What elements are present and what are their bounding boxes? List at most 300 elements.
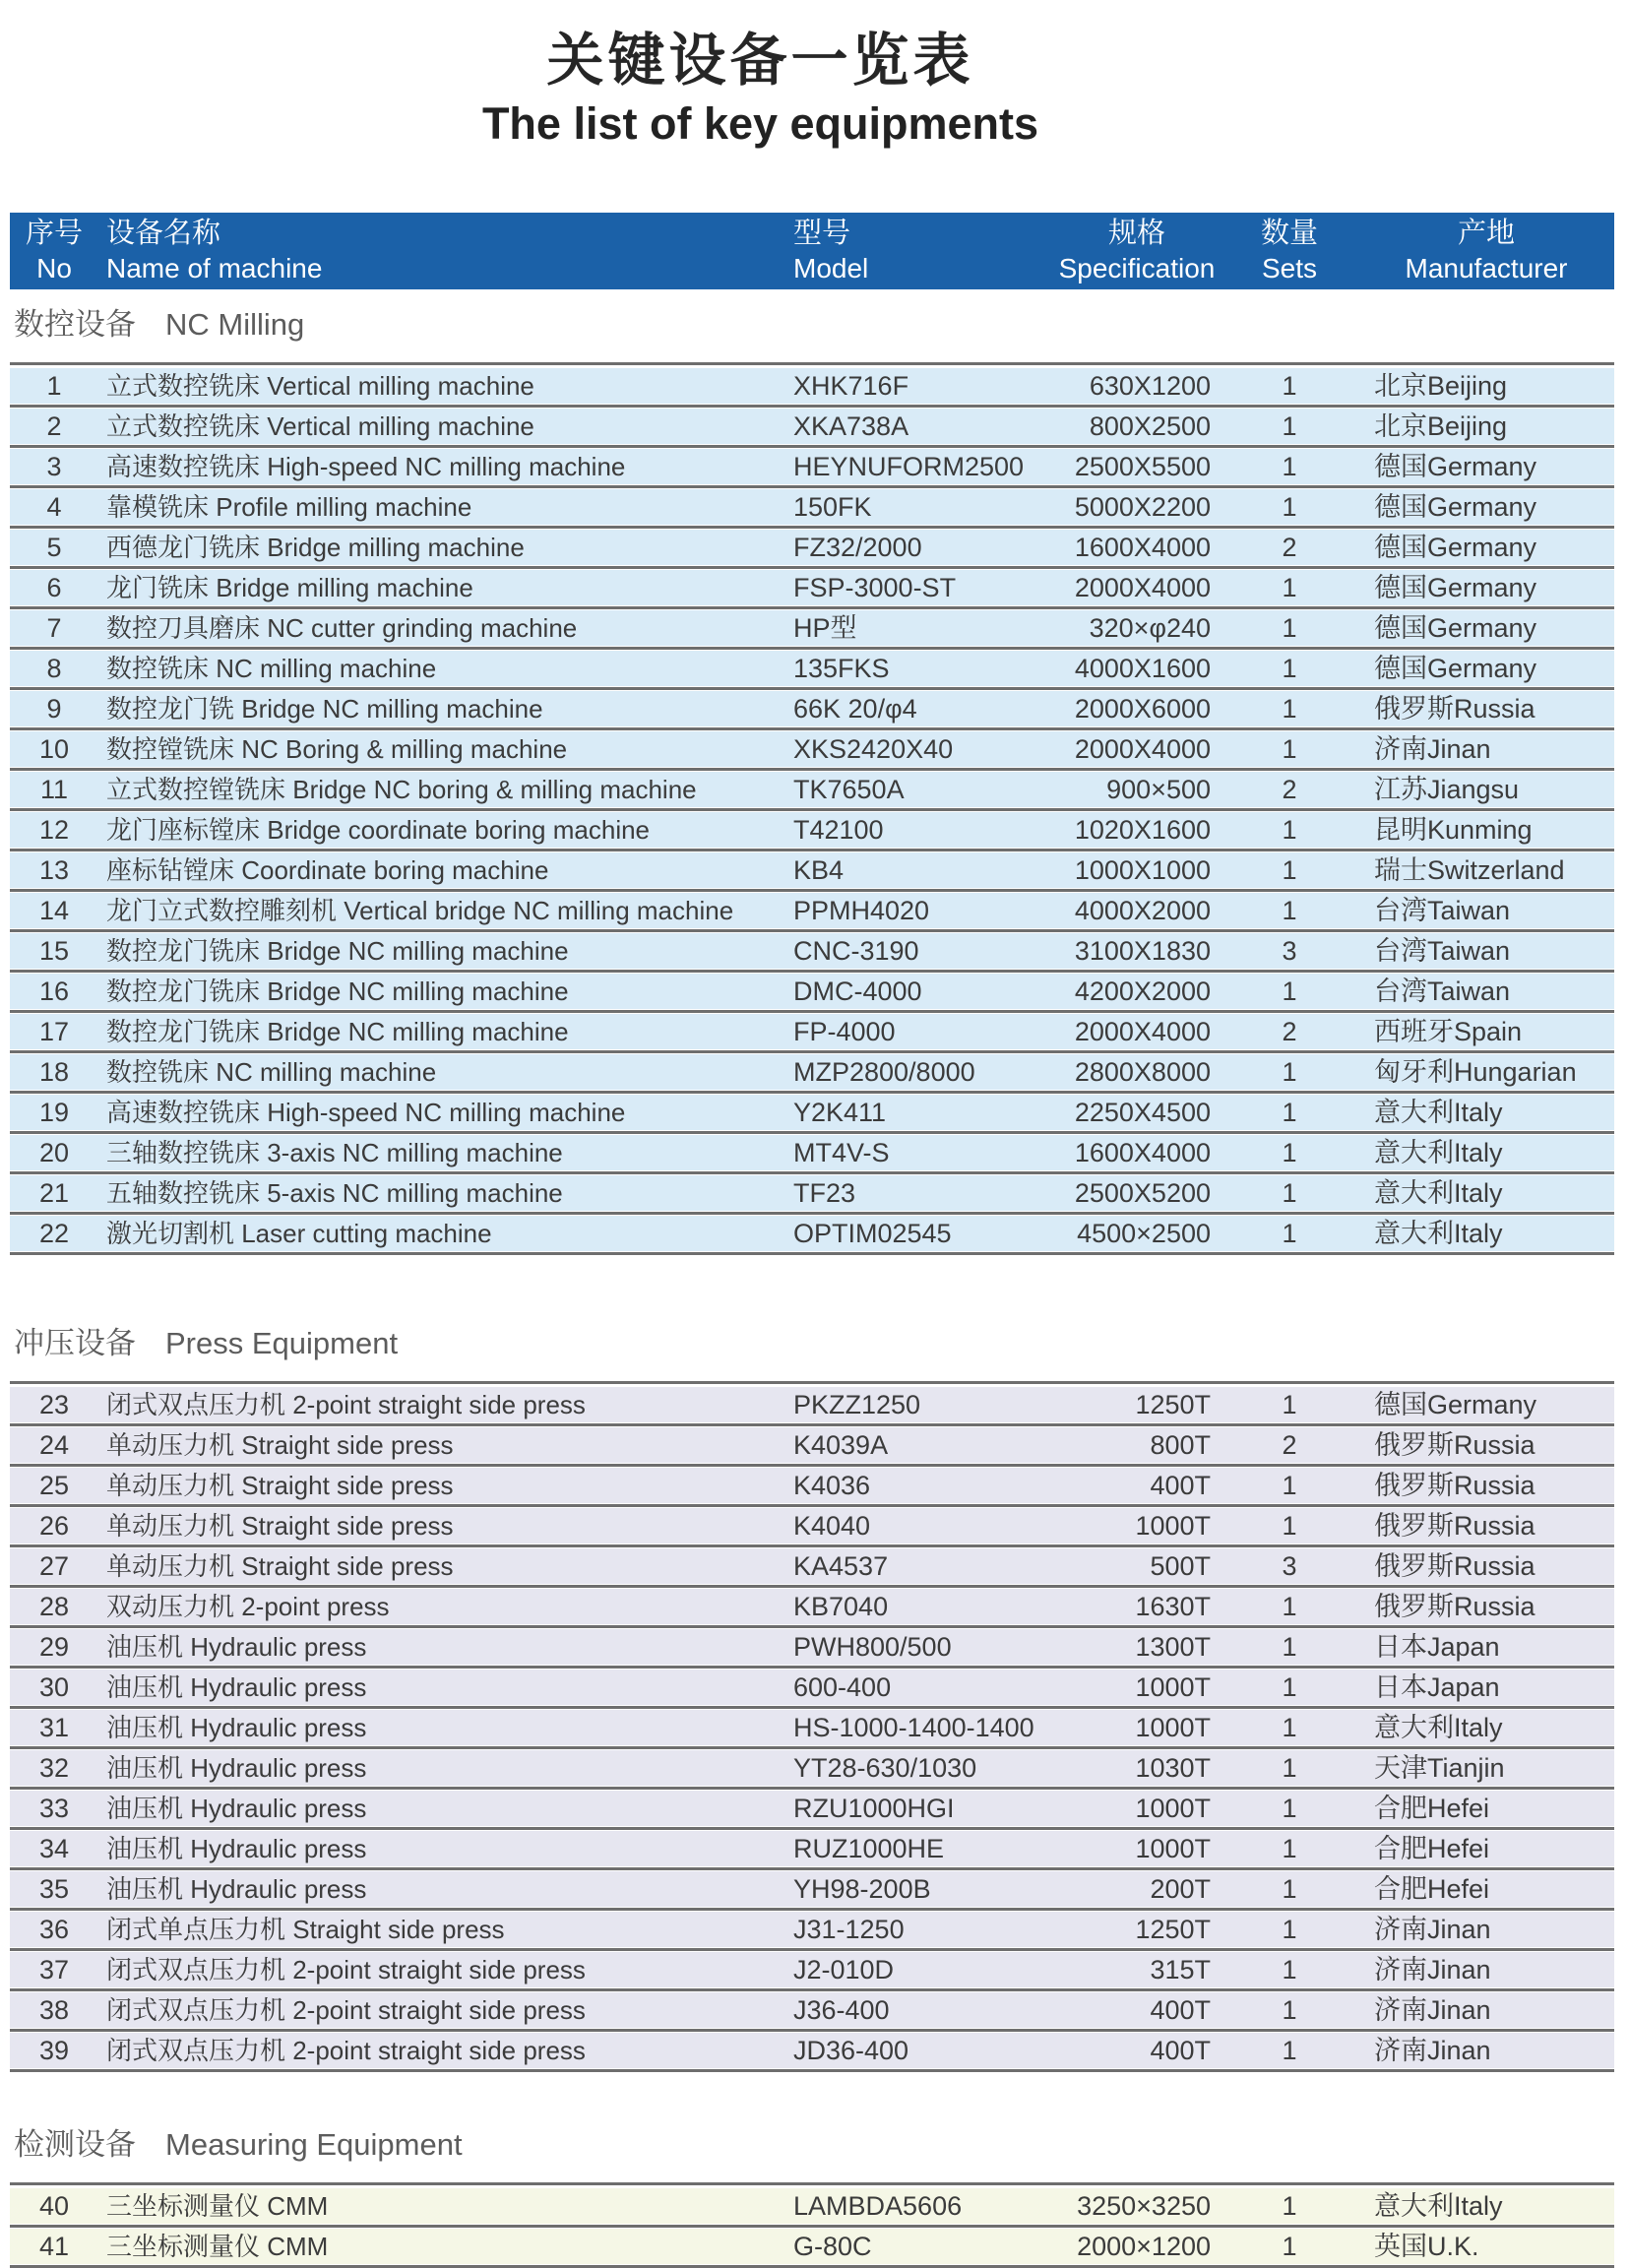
cell-sets: 1 — [1282, 1955, 1297, 1984]
cell-name: 数控龙门铣床 Bridge NC milling machine — [106, 976, 569, 1006]
cell-name: 立式数控铣床 Vertical milling machine — [106, 371, 534, 401]
cell-manufacturer: 意大利Italy — [1374, 1138, 1503, 1167]
table-row — [10, 1670, 1614, 1705]
table-row — [10, 2229, 1614, 2264]
cell-manufacturer: 意大利Italy — [1374, 1098, 1503, 1127]
cell-name: 闭式双点压力机 2-point straight side press — [106, 1955, 586, 1984]
cell-spec: 5000X2200 — [1074, 492, 1211, 522]
cell-no: 17 — [38, 1017, 70, 1046]
cell-name: 龙门铣床 Bridge milling machine — [106, 573, 473, 602]
table-row — [10, 772, 1614, 807]
table-row — [10, 1710, 1614, 1745]
cell-manufacturer: 台湾Taiwan — [1374, 896, 1511, 925]
cell-name: 数控龙门铣床 Bridge NC milling machine — [106, 1017, 569, 1046]
cell-name: 座标钻镗床 Coordinate boring machine — [106, 855, 549, 885]
cell-manufacturer: 德国Germany — [1374, 452, 1537, 481]
cell-model: FZ32/2000 — [793, 533, 922, 562]
cell-no: 12 — [38, 815, 70, 845]
cell-spec: 4000X1600 — [1074, 654, 1211, 683]
cell-manufacturer: 济南Jinan — [1374, 1955, 1491, 1984]
cell-name: 数控龙门铣床 Bridge NC milling machine — [106, 936, 569, 966]
cell-name: 高速数控铣床 High-speed NC milling machine — [106, 452, 626, 481]
cell-sets: 1 — [1282, 815, 1297, 845]
cell-name: 三轴数控铣床 3-axis NC milling machine — [106, 1138, 563, 1167]
cell-sets: 1 — [1282, 1672, 1297, 1702]
cell-name: 立式数控镗铣床 Bridge NC boring & milling machine — [106, 775, 697, 804]
table-row — [10, 530, 1614, 565]
cell-no: 20 — [38, 1138, 70, 1167]
cell-sets: 1 — [1282, 411, 1297, 441]
cell-no: 9 — [46, 694, 62, 724]
cell-spec: 2500X5500 — [1074, 452, 1211, 481]
cell-manufacturer: 济南Jinan — [1374, 1995, 1491, 2025]
table-row — [10, 651, 1614, 686]
cell-spec: 800T — [1150, 1430, 1211, 1460]
cell-model: Y2K411 — [793, 1098, 887, 1127]
cell-sets: 2 — [1282, 1017, 1297, 1046]
cell-manufacturer: 俄罗斯Russia — [1374, 1430, 1535, 1460]
cell-name: 单动压力机 Straight side press — [106, 1430, 454, 1460]
cell-name: 三坐标测量仪 CMM — [106, 2232, 329, 2261]
section-label — [14, 2127, 1629, 2163]
cell-model: XKS2420X40 — [793, 734, 954, 764]
cell-no: 10 — [38, 734, 70, 764]
cell-spec: 2000×1200 — [1077, 2232, 1211, 2261]
section-label-zh: 检测设备 — [14, 2127, 136, 2162]
cell-manufacturer: 济南Jinan — [1374, 734, 1491, 764]
table-row — [10, 1992, 1614, 2028]
section-label-en: NC Milling — [165, 307, 305, 342]
cell-no: 22 — [38, 1219, 70, 1248]
cell-sets: 1 — [1282, 896, 1297, 925]
section-label-en: Press Equipment — [165, 1326, 399, 1360]
table-row — [10, 1871, 1614, 1907]
table-row — [10, 570, 1614, 605]
cell-sets: 1 — [1282, 613, 1297, 643]
cell-no: 37 — [38, 1955, 70, 1984]
table-row — [10, 1629, 1614, 1665]
cell-manufacturer: 意大利Italy — [1374, 1219, 1503, 1248]
cell-name: 高速数控铣床 High-speed NC milling machine — [106, 1098, 626, 1127]
section-table — [10, 362, 1614, 1251]
column-header-manufacturer: 产地 Manufacturer — [1405, 218, 1568, 284]
cell-manufacturer: 瑞士Switzerland — [1374, 855, 1565, 885]
section-label-zh: 数控设备 — [14, 307, 136, 342]
cell-manufacturer: 德国Germany — [1374, 573, 1537, 602]
cell-name: 西德龙门铣床 Bridge milling machine — [106, 533, 525, 562]
cell-name: 数控刀具磨床 NC cutter grinding machine — [106, 613, 578, 643]
cell-spec: 2800X8000 — [1074, 1057, 1211, 1087]
cell-spec: 900×500 — [1106, 775, 1211, 804]
cell-spec: 400T — [1150, 1995, 1211, 2025]
cell-model: K4036 — [793, 1471, 871, 1500]
cell-model: MT4V-S — [793, 1138, 890, 1167]
cell-sets: 1 — [1282, 1098, 1297, 1127]
cell-manufacturer: 英国U.K. — [1374, 2232, 1479, 2261]
cell-name: 立式数控铣床 Vertical milling machine — [106, 411, 534, 441]
table-row — [10, 610, 1614, 646]
cell-sets: 2 — [1282, 775, 1297, 804]
cell-sets: 1 — [1282, 1057, 1297, 1087]
cell-sets: 1 — [1282, 1138, 1297, 1167]
cell-no: 41 — [38, 2232, 70, 2261]
cell-manufacturer: 德国Germany — [1374, 492, 1537, 522]
cell-manufacturer: 意大利Italy — [1374, 1713, 1503, 1742]
cell-no: 4 — [46, 492, 62, 522]
cell-spec: 1300T — [1135, 1632, 1211, 1662]
cell-manufacturer: 台湾Taiwan — [1374, 936, 1511, 966]
cell-spec: 2250X4500 — [1074, 1098, 1211, 1127]
cell-name: 数控龙门铣 Bridge NC milling machine — [106, 694, 543, 724]
cell-manufacturer: 天津Tianjin — [1374, 1753, 1505, 1783]
cell-name: 三坐标测量仪 CMM — [106, 2191, 329, 2221]
table-row — [10, 2033, 1614, 2068]
section-label-zh: 冲压设备 — [14, 1326, 136, 1360]
cell-no: 6 — [46, 573, 62, 602]
cell-manufacturer: 台湾Taiwan — [1374, 976, 1511, 1006]
cell-spec: 4000X2000 — [1074, 896, 1211, 925]
cell-name: 双动压力机 2-point press — [106, 1592, 390, 1621]
cell-sets: 1 — [1282, 1874, 1297, 1904]
cell-model: FSP-3000-ST — [793, 573, 957, 602]
table-row — [10, 489, 1614, 525]
equipment-sections — [0, 307, 1629, 2264]
cell-no: 32 — [38, 1753, 70, 1783]
cell-no: 31 — [38, 1713, 70, 1742]
cell-name: 数控镗铣床 NC Boring & milling machine — [106, 734, 568, 764]
cell-sets: 1 — [1282, 1219, 1297, 1248]
cell-spec: 320×φ240 — [1089, 613, 1211, 643]
cell-model: FP-4000 — [793, 1017, 896, 1046]
cell-name: 闭式单点压力机 Straight side press — [106, 1915, 505, 1944]
cell-model: PKZZ1250 — [793, 1390, 921, 1419]
cell-model: PPMH4020 — [793, 896, 930, 925]
cell-name: 油压机 Hydraulic press — [106, 1794, 367, 1823]
cell-sets: 1 — [1282, 1632, 1297, 1662]
cell-sets: 1 — [1282, 1713, 1297, 1742]
table-row — [10, 1548, 1614, 1584]
cell-manufacturer: 江苏Jiangsu — [1374, 775, 1520, 804]
table-row — [10, 1175, 1614, 1211]
column-header-sets: 数量 Sets — [1260, 218, 1318, 284]
cell-no: 21 — [38, 1178, 70, 1208]
cell-no: 39 — [38, 2036, 70, 2065]
cell-spec: 800X2500 — [1089, 411, 1211, 441]
cell-manufacturer: 德国Germany — [1374, 654, 1537, 683]
table-row — [10, 933, 1614, 969]
table-row — [10, 1468, 1614, 1503]
table-row — [10, 1791, 1614, 1826]
cell-spec: 2500X5200 — [1074, 1178, 1211, 1208]
cell-model: PWH800/500 — [793, 1632, 952, 1662]
cell-no: 36 — [38, 1915, 70, 1944]
cell-model: XHK716F — [793, 371, 909, 401]
table-row — [10, 1427, 1614, 1463]
cell-name: 龙门立式数控雕刻机 Vertical bridge NC milling machine — [106, 896, 734, 925]
cell-manufacturer: 德国Germany — [1374, 533, 1537, 562]
cell-spec: 1250T — [1135, 1390, 1211, 1419]
cell-model: CNC-3190 — [793, 936, 919, 966]
cell-no: 28 — [38, 1592, 70, 1621]
cell-no: 30 — [38, 1672, 70, 1702]
column-header-name: 设备名称 Name of machine — [106, 218, 323, 284]
cell-name: 油压机 Hydraulic press — [106, 1713, 367, 1742]
cell-sets: 1 — [1282, 855, 1297, 885]
cell-sets: 1 — [1282, 492, 1297, 522]
cell-no: 18 — [38, 1057, 70, 1087]
cell-model: J36-400 — [793, 1995, 890, 2025]
cell-manufacturer: 俄罗斯Russia — [1374, 1592, 1535, 1621]
cell-no: 24 — [38, 1430, 70, 1460]
cell-name: 油压机 Hydraulic press — [106, 1632, 367, 1662]
cell-spec: 2000X4000 — [1074, 734, 1211, 764]
cell-no: 7 — [46, 613, 62, 643]
cell-manufacturer: 日本Japan — [1374, 1632, 1500, 1662]
cell-model: KB7040 — [793, 1592, 889, 1621]
cell-manufacturer: 昆明Kunming — [1374, 815, 1533, 845]
table-row — [10, 1750, 1614, 1786]
cell-no: 35 — [38, 1874, 70, 1904]
cell-spec: 4500×2500 — [1077, 1219, 1211, 1248]
cell-no: 33 — [38, 1794, 70, 1823]
cell-spec: 1000T — [1135, 1713, 1211, 1742]
cell-sets: 1 — [1282, 1471, 1297, 1500]
section-label — [14, 307, 1629, 343]
cell-model: DMC-4000 — [793, 976, 922, 1006]
cell-name: 油压机 Hydraulic press — [106, 1834, 367, 1863]
cell-name: 数控铣床 NC milling machine — [106, 1057, 437, 1087]
cell-manufacturer: 合肥Hefei — [1374, 1794, 1490, 1823]
table-row — [10, 1589, 1614, 1624]
cell-spec: 1000X1000 — [1074, 855, 1211, 885]
cell-spec: 1000T — [1135, 1672, 1211, 1702]
cell-no: 5 — [46, 533, 62, 562]
table-row — [10, 893, 1614, 928]
cell-no: 23 — [38, 1390, 70, 1419]
cell-no: 40 — [38, 2191, 70, 2221]
table-row — [10, 1387, 1614, 1422]
cell-model: J2-010D — [793, 1955, 895, 1984]
cell-model: KA4537 — [793, 1551, 889, 1581]
table-row — [10, 691, 1614, 726]
cell-spec: 2000X6000 — [1074, 694, 1211, 724]
cell-spec: 1020X1600 — [1074, 815, 1211, 845]
cell-sets: 1 — [1282, 694, 1297, 724]
cell-sets: 1 — [1282, 654, 1297, 683]
table-row — [10, 449, 1614, 484]
cell-manufacturer: 俄罗斯Russia — [1374, 1511, 1535, 1541]
table-row — [10, 1216, 1614, 1251]
cell-no: 14 — [38, 896, 70, 925]
cell-no: 26 — [38, 1511, 70, 1541]
cell-sets: 3 — [1282, 1551, 1297, 1581]
cell-manufacturer: 意大利Italy — [1374, 2191, 1503, 2221]
column-header-model: 型号 Model — [793, 218, 869, 284]
table-row — [10, 974, 1614, 1009]
cell-sets: 2 — [1282, 533, 1297, 562]
cell-manufacturer: 俄罗斯Russia — [1374, 1471, 1535, 1500]
cell-sets: 1 — [1282, 1915, 1297, 1944]
cell-manufacturer: 德国Germany — [1374, 613, 1537, 643]
cell-no: 38 — [38, 1995, 70, 2025]
cell-model: KB4 — [793, 855, 845, 885]
cell-no: 29 — [38, 1632, 70, 1662]
cell-sets: 1 — [1282, 371, 1297, 401]
cell-manufacturer: 济南Jinan — [1374, 1915, 1491, 1944]
title-block — [0, 0, 1629, 150]
cell-model: OPTIM02545 — [793, 1219, 952, 1248]
cell-sets: 1 — [1282, 1592, 1297, 1621]
table-row — [10, 731, 1614, 767]
cell-model: RUZ1000HE — [793, 1834, 945, 1863]
cell-spec: 4200X2000 — [1074, 976, 1211, 1006]
cell-sets: 3 — [1282, 936, 1297, 966]
cell-name: 油压机 Hydraulic press — [106, 1753, 367, 1783]
cell-no: 34 — [38, 1834, 70, 1863]
cell-sets: 1 — [1282, 734, 1297, 764]
cell-model: G-80C — [793, 2232, 872, 2261]
cell-sets: 1 — [1282, 573, 1297, 602]
cell-name: 闭式双点压力机 2-point straight side press — [106, 1390, 586, 1419]
cell-manufacturer: 济南Jinan — [1374, 2036, 1491, 2065]
cell-model: K4039A — [793, 1430, 889, 1460]
cell-manufacturer: 俄罗斯Russia — [1374, 1551, 1535, 1581]
cell-spec: 1600X4000 — [1074, 1138, 1211, 1167]
cell-manufacturer: 合肥Hefei — [1374, 1834, 1490, 1863]
section-table — [10, 1381, 1614, 2068]
cell-no: 11 — [39, 775, 69, 804]
cell-name: 靠模铣床 Profile milling machine — [106, 492, 472, 522]
cell-no: 27 — [38, 1551, 70, 1581]
cell-no: 19 — [38, 1098, 70, 1127]
cell-model: YT28-630/1030 — [793, 1753, 977, 1783]
table-row — [10, 812, 1614, 848]
cell-model: YH98-200B — [793, 1874, 931, 1904]
table-row — [10, 409, 1614, 444]
cell-spec: 400T — [1150, 2036, 1211, 2065]
cell-name: 激光切割机 Laser cutting machine — [106, 1219, 492, 1248]
cell-model: HS-1000-1400-1400 — [793, 1713, 1034, 1742]
cell-model: TF23 — [793, 1178, 856, 1208]
column-header-no: 序号 No — [25, 218, 83, 284]
table-row — [10, 852, 1614, 888]
cell-no: 8 — [46, 654, 62, 683]
cell-model: RZU1000HGI — [793, 1794, 955, 1823]
cell-no: 3 — [46, 452, 62, 481]
cell-model: JD36-400 — [793, 2036, 909, 2065]
cell-model: K4040 — [793, 1511, 871, 1541]
cell-spec: 3250×3250 — [1077, 2191, 1211, 2221]
cell-name: 龙门座标镗床 Bridge coordinate boring machine — [106, 815, 651, 845]
cell-no: 25 — [38, 1471, 70, 1500]
cell-spec: 200T — [1150, 1874, 1211, 1904]
cell-manufacturer: 德国Germany — [1374, 1390, 1537, 1419]
column-header-specification: 规格 Specification — [1058, 218, 1216, 284]
table-row — [10, 1054, 1614, 1090]
cell-model: 66K 20/φ4 — [793, 694, 917, 724]
cell-no: 15 — [38, 936, 70, 966]
cell-spec: 1000T — [1135, 1511, 1211, 1541]
cell-sets: 1 — [1282, 1511, 1297, 1541]
cell-model: HP型 — [793, 613, 857, 643]
cell-name: 单动压力机 Straight side press — [106, 1471, 454, 1500]
cell-sets: 1 — [1282, 1390, 1297, 1419]
cell-sets: 1 — [1282, 1178, 1297, 1208]
cell-sets: 1 — [1282, 452, 1297, 481]
cell-name: 数控铣床 NC milling machine — [106, 654, 437, 683]
cell-no: 16 — [38, 976, 70, 1006]
table-row — [10, 2188, 1614, 2224]
cell-model: 135FKS — [793, 654, 890, 683]
cell-sets: 1 — [1282, 2191, 1297, 2221]
cell-no: 2 — [46, 411, 62, 441]
table-row — [10, 1508, 1614, 1544]
cell-sets: 1 — [1282, 2036, 1297, 2065]
cell-sets: 1 — [1282, 1834, 1297, 1863]
table-row — [10, 1831, 1614, 1866]
cell-name: 油压机 Hydraulic press — [106, 1874, 367, 1904]
cell-sets: 1 — [1282, 976, 1297, 1006]
cell-manufacturer: 匈牙利Hungarian — [1374, 1057, 1577, 1087]
cell-spec: 2000X4000 — [1074, 573, 1211, 602]
cell-model: HEYNUFORM2500 — [793, 452, 1025, 481]
table-header — [10, 213, 1614, 289]
section-label — [14, 1326, 1629, 1361]
cell-name: 油压机 Hydraulic press — [106, 1672, 367, 1702]
cell-manufacturer: 俄罗斯Russia — [1374, 694, 1535, 724]
table-row — [10, 1912, 1614, 1947]
cell-manufacturer: 合肥Hefei — [1374, 1874, 1490, 1904]
cell-sets: 1 — [1282, 1794, 1297, 1823]
cell-spec: 500T — [1150, 1551, 1211, 1581]
cell-model: T42100 — [793, 815, 884, 845]
cell-model: LAMBDA5606 — [793, 2191, 963, 2221]
cell-spec: 1630T — [1135, 1592, 1211, 1621]
cell-spec: 1000T — [1135, 1794, 1211, 1823]
cell-sets: 1 — [1282, 1753, 1297, 1783]
cell-spec: 315T — [1150, 1955, 1211, 1984]
cell-spec: 1600X4000 — [1074, 533, 1211, 562]
cell-no: 13 — [38, 855, 70, 885]
table-row — [10, 1095, 1614, 1130]
cell-sets: 1 — [1282, 1995, 1297, 2025]
cell-spec: 1030T — [1135, 1753, 1211, 1783]
cell-name: 五轴数控铣床 5-axis NC milling machine — [106, 1178, 563, 1208]
cell-manufacturer: 西班牙Spain — [1374, 1017, 1523, 1046]
cell-model: TK7650A — [793, 775, 905, 804]
cell-model: XKA738A — [793, 411, 909, 441]
table-row — [10, 1952, 1614, 1987]
page-subtitle: The list of key equipments — [481, 98, 1039, 149]
cell-spec: 400T — [1150, 1471, 1211, 1500]
cell-spec: 1250T — [1135, 1915, 1211, 1944]
cell-spec: 1000T — [1135, 1834, 1211, 1863]
cell-manufacturer: 北京Beijing — [1374, 411, 1508, 441]
table-row — [10, 1135, 1614, 1170]
cell-name: 闭式双点压力机 2-point straight side press — [106, 2036, 586, 2065]
page-title: 关键设备一览表 — [546, 29, 974, 93]
cell-name: 单动压力机 Straight side press — [106, 1551, 454, 1581]
cell-model: 150FK — [793, 492, 872, 522]
cell-manufacturer: 意大利Italy — [1374, 1178, 1503, 1208]
cell-model: 600-400 — [793, 1672, 892, 1702]
cell-name: 闭式双点压力机 2-point straight side press — [106, 1995, 586, 2025]
cell-model: MZP2800/8000 — [793, 1057, 975, 1087]
cell-manufacturer: 日本Japan — [1374, 1672, 1500, 1702]
cell-spec: 2000X4000 — [1074, 1017, 1211, 1046]
cell-spec: 3100X1830 — [1074, 936, 1211, 966]
table-row — [10, 1014, 1614, 1049]
